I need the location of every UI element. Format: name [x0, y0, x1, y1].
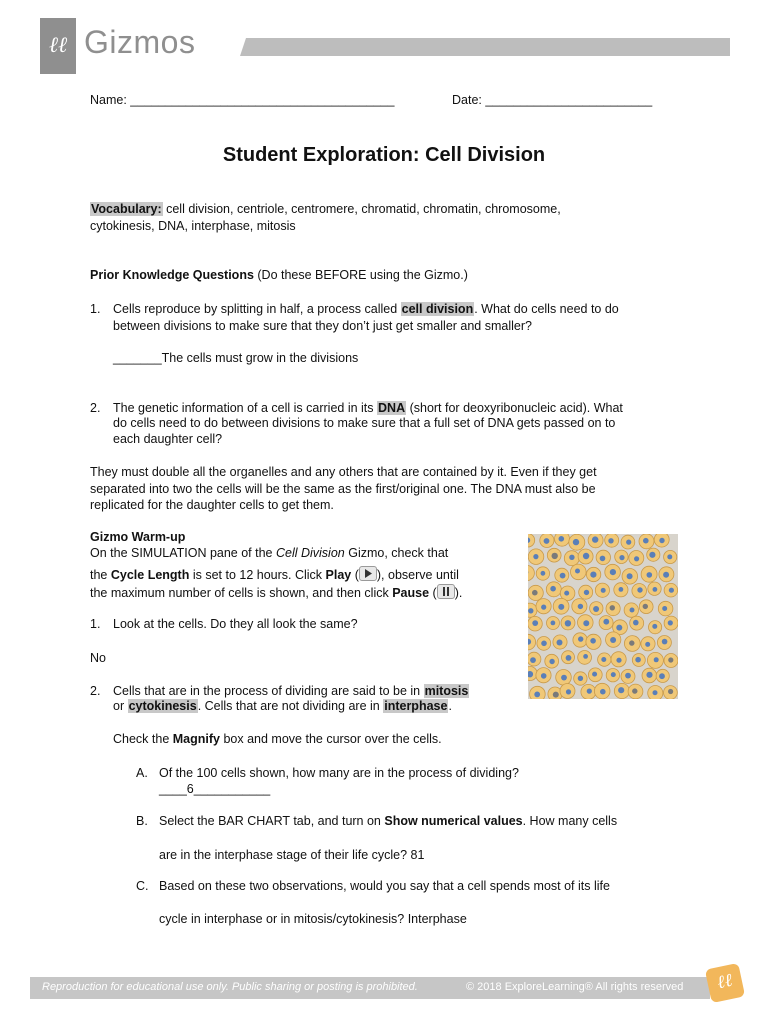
q1-number: 1.	[90, 302, 101, 316]
q2-line-3: each daughter cell?	[113, 432, 223, 446]
sub-c-line-2[interactable]: cycle in interphase or in mitosis/cytokinesis? Interphase	[159, 912, 467, 926]
q1-text: Cells reproduce by splitting in half, a process called	[113, 302, 401, 316]
vocabulary-line-2: cytokinesis, DNA, interphase, mitosis	[90, 219, 296, 233]
cell-nucleus	[643, 604, 648, 609]
vocabulary-label: Vocabulary:	[91, 202, 162, 216]
el-logo-footer-icon: ℓℓ	[715, 969, 735, 994]
cell-nucleus	[549, 659, 554, 664]
warmup-l3-c: (	[429, 586, 437, 600]
cell-nucleus	[583, 620, 589, 626]
cell-nucleus	[652, 624, 657, 629]
el-logo-icon: ℓℓ	[48, 33, 68, 58]
sub-b-pre: Select the BAR CHART tab, and turn on	[159, 814, 385, 828]
cell-nucleus	[601, 588, 606, 593]
cell-nucleus	[668, 620, 673, 625]
cells-illustration	[528, 534, 678, 699]
q2-answer-line-2[interactable]: separated into two the cells will be the same as the first/original one. The DNA must also be	[90, 482, 596, 496]
term-cycle-length: Cycle Length	[110, 568, 190, 582]
play-icon	[364, 569, 372, 578]
q2-text: The genetic information of a cell is carried in its	[113, 401, 378, 415]
vocabulary-terms: cell division, centriole, centromere, chromatid, chromatin, chromosome,	[162, 202, 561, 216]
cell-nucleus	[669, 588, 674, 593]
cell-nucleus	[653, 690, 658, 695]
warmup-l1-post: Gizmo, check that	[344, 546, 449, 560]
cell-nucleus	[534, 692, 540, 698]
cell-nucleus	[603, 619, 609, 625]
warmup-l3-a: the maximum number of cells is shown, and then click	[90, 586, 393, 600]
q2-text-post: (short for deoxyribonucleic acid). What	[406, 401, 623, 415]
cell-nucleus	[557, 640, 563, 646]
cell-nucleus	[646, 672, 652, 678]
cell-nucleus	[583, 553, 589, 559]
cell-nucleus	[630, 608, 635, 613]
cell-nucleus	[611, 672, 616, 677]
cell-nucleus	[667, 554, 672, 559]
q1-line-2: between divisions to make sure that they don’t just get smaller and smaller?	[113, 319, 532, 333]
cell-nucleus	[600, 689, 606, 695]
cell-nucleus	[645, 642, 650, 647]
term-interphase: interphase	[384, 699, 448, 713]
warmup-q2-l2-a: or	[113, 699, 128, 713]
sub-a-letter: A.	[136, 766, 148, 780]
cell-nucleus	[566, 655, 572, 661]
cell-nucleus	[610, 569, 616, 575]
cell-nucleus	[541, 673, 547, 679]
cell-nucleus	[616, 625, 622, 631]
term-show-numerical-values: Show numerical values	[384, 814, 523, 828]
cell-nucleus	[637, 587, 642, 592]
cell-nucleus	[541, 571, 546, 576]
warmup-q2-line-2	[113, 699, 452, 713]
cell-nucleus	[653, 587, 658, 592]
warmup-q2-line-1	[113, 684, 469, 698]
prior-heading-note: (Do these BEFORE using the Gizmo.)	[253, 268, 468, 282]
warmup-l2-f: ), observe until	[376, 568, 459, 582]
warmup-q2-number: 2.	[90, 684, 101, 698]
cell-nucleus	[654, 657, 659, 662]
cell-nucleus	[668, 689, 673, 694]
term-dna: DNA	[378, 401, 406, 415]
warmup-q1-text: Look at the cells. Do they all look the same?	[113, 617, 358, 631]
cell-nucleus	[575, 569, 580, 574]
warmup-l2-c: is set to 12 hours. Click	[189, 568, 326, 582]
sub-b-post: . How many cells	[522, 814, 618, 828]
term-cytokinesis: cytokinesis	[128, 699, 197, 713]
cell-nucleus	[627, 573, 633, 579]
q2-line-2: do cells need to do between divisions to make sure that a full set of DNA gets passed on to	[113, 416, 616, 430]
warmup-l3-d: ).	[454, 586, 463, 600]
prior-heading-text: Prior Knowledge Questions	[90, 268, 254, 282]
warmup-q2-l2-b: . Cells that are not dividing are in	[197, 699, 384, 713]
sub-a-answer[interactable]: ____6___________	[159, 782, 271, 796]
header-bar	[240, 38, 730, 56]
cell-nucleus	[592, 672, 597, 677]
cell-nucleus	[532, 590, 538, 596]
cell-nucleus	[632, 688, 637, 693]
cell-nucleus	[544, 538, 550, 544]
warmup-line-2	[90, 566, 459, 582]
cell-shape	[528, 565, 534, 580]
term-cell-division: cell division	[401, 302, 474, 316]
sub-b-line-1	[159, 814, 617, 828]
cell-nucleus	[532, 620, 538, 626]
cell-nucleus	[662, 639, 668, 645]
page-title: Student Exploration: Cell Division	[222, 144, 546, 166]
term-magnify: Magnify	[172, 732, 220, 746]
warmup-q1-answer[interactable]: No	[90, 651, 106, 665]
cell-nucleus	[558, 604, 564, 610]
explorelearning-logo	[705, 963, 745, 1003]
cell-nucleus	[590, 638, 596, 644]
footer-notice: Reproduction for educational use only. Public sharing or posting is prohibited.	[42, 981, 418, 993]
cell-nucleus	[541, 641, 547, 647]
cell-nucleus	[600, 556, 606, 562]
prior-knowledge-heading	[90, 268, 468, 282]
q2-line-1	[113, 401, 623, 415]
cell-nucleus	[550, 586, 556, 592]
warmup-heading	[90, 530, 185, 544]
pause-button[interactable]	[437, 584, 455, 599]
cell-nucleus	[565, 620, 571, 626]
cell-nucleus	[553, 692, 559, 698]
sub-a-text: Of the 100 cells shown, how many are in the process of dividing?	[159, 766, 519, 780]
cell-nucleus	[601, 657, 606, 662]
cell-nucleus	[625, 673, 631, 679]
gizmos-logo	[40, 18, 76, 74]
term-pause: Pause	[392, 586, 430, 600]
brand-name: Gizmos	[84, 24, 196, 60]
cell-nucleus	[619, 555, 624, 560]
pause-icon	[442, 587, 450, 596]
warmup-heading-text: Gizmo Warm-up	[90, 530, 186, 544]
magnify-pre: Check the	[113, 732, 173, 746]
warmup-line-3	[90, 584, 462, 600]
cell-nucleus	[573, 539, 579, 545]
cell-nucleus	[592, 536, 598, 542]
q1-line-1	[113, 302, 619, 316]
cell-nucleus	[561, 675, 567, 681]
cell-nucleus	[583, 654, 588, 659]
sub-b-letter: B.	[136, 814, 148, 828]
cell-nucleus	[643, 538, 649, 544]
cell-nucleus	[590, 572, 596, 578]
cell-nucleus	[578, 604, 583, 609]
cell-nucleus	[559, 536, 565, 542]
warmup-q1-number: 1.	[90, 617, 101, 631]
cell-nucleus	[647, 572, 653, 578]
magnify-post: box and move the cursor over the cells.	[220, 732, 442, 746]
cell-nucleus	[629, 640, 634, 645]
cell-nucleus	[608, 538, 613, 543]
cell-nucleus	[662, 606, 667, 611]
q2-number: 2.	[90, 401, 101, 415]
term-play: Play	[325, 568, 352, 582]
play-button[interactable]	[359, 566, 377, 581]
cell-nucleus	[610, 605, 615, 610]
sub-b-line-2[interactable]: are in the interphase stage of their life cycle? 81	[159, 848, 425, 862]
cell-nucleus	[593, 606, 599, 612]
cell-nucleus	[578, 676, 583, 681]
cell-nucleus	[634, 556, 639, 561]
cell-nucleus	[659, 538, 664, 543]
sub-c-line-1: Based on these two observations, would you say that a cell spends most of its life	[159, 879, 610, 893]
cell-nucleus	[616, 658, 621, 663]
footer-copyright: © 2018 ExploreLearning® All rights reserved	[466, 981, 684, 993]
sub-c-letter: C.	[136, 879, 149, 893]
cell-nucleus	[587, 689, 592, 694]
warmup-q2-l1-pre: Cells that are in the process of dividing are said to be in	[113, 684, 424, 698]
cell-nucleus	[569, 555, 574, 560]
cell-nucleus	[610, 637, 616, 643]
cell-nucleus	[560, 573, 566, 579]
cell-nucleus	[564, 591, 569, 596]
name-field[interactable]: Name: ______________________________________	[90, 93, 395, 107]
vocabulary-line-1	[90, 202, 561, 216]
gizmo-name: Cell Division	[275, 546, 345, 560]
warmup-l1-pre: On the SIMULATION pane of the	[90, 546, 276, 560]
warmup-l2-a: the	[90, 568, 111, 582]
cell-nucleus	[618, 687, 624, 693]
cell-nucleus	[552, 553, 558, 559]
cell-nucleus	[659, 673, 665, 679]
cell-nucleus	[578, 636, 583, 641]
q1-answer[interactable]: _______The cells must grow in the divisions	[113, 351, 359, 365]
cell-nucleus	[530, 657, 536, 663]
magnify-instruction	[113, 732, 442, 746]
cell-nucleus	[626, 540, 631, 545]
warmup-line-1	[90, 546, 448, 560]
cell-nucleus	[566, 689, 571, 694]
cell-nucleus	[619, 587, 624, 592]
warmup-q2-l2-c: .	[448, 699, 452, 713]
cell-nucleus	[635, 657, 641, 663]
cell-nucleus	[533, 554, 538, 559]
date-field[interactable]: Date: ________________________	[452, 93, 653, 107]
cell-nucleus	[551, 621, 556, 626]
cell-nucleus	[584, 590, 589, 595]
q1-text-post: . What do cells need to do	[474, 302, 619, 316]
warmup-l2-e: (	[351, 568, 359, 582]
q2-answer-line-1[interactable]: They must double all the organelles and any others that are contained by it. Even if they get	[90, 465, 597, 479]
term-mitosis: mitosis	[424, 684, 469, 698]
cell-nucleus	[663, 572, 669, 578]
cell-nucleus	[668, 657, 673, 662]
cell-nucleus	[633, 620, 639, 626]
q2-answer-line-3[interactable]: replicated for the daughter cells to get them.	[90, 498, 334, 512]
cell-nucleus	[649, 552, 655, 558]
cells-picture	[528, 534, 678, 699]
cell-nucleus	[528, 608, 533, 613]
cell-nucleus	[541, 605, 546, 610]
